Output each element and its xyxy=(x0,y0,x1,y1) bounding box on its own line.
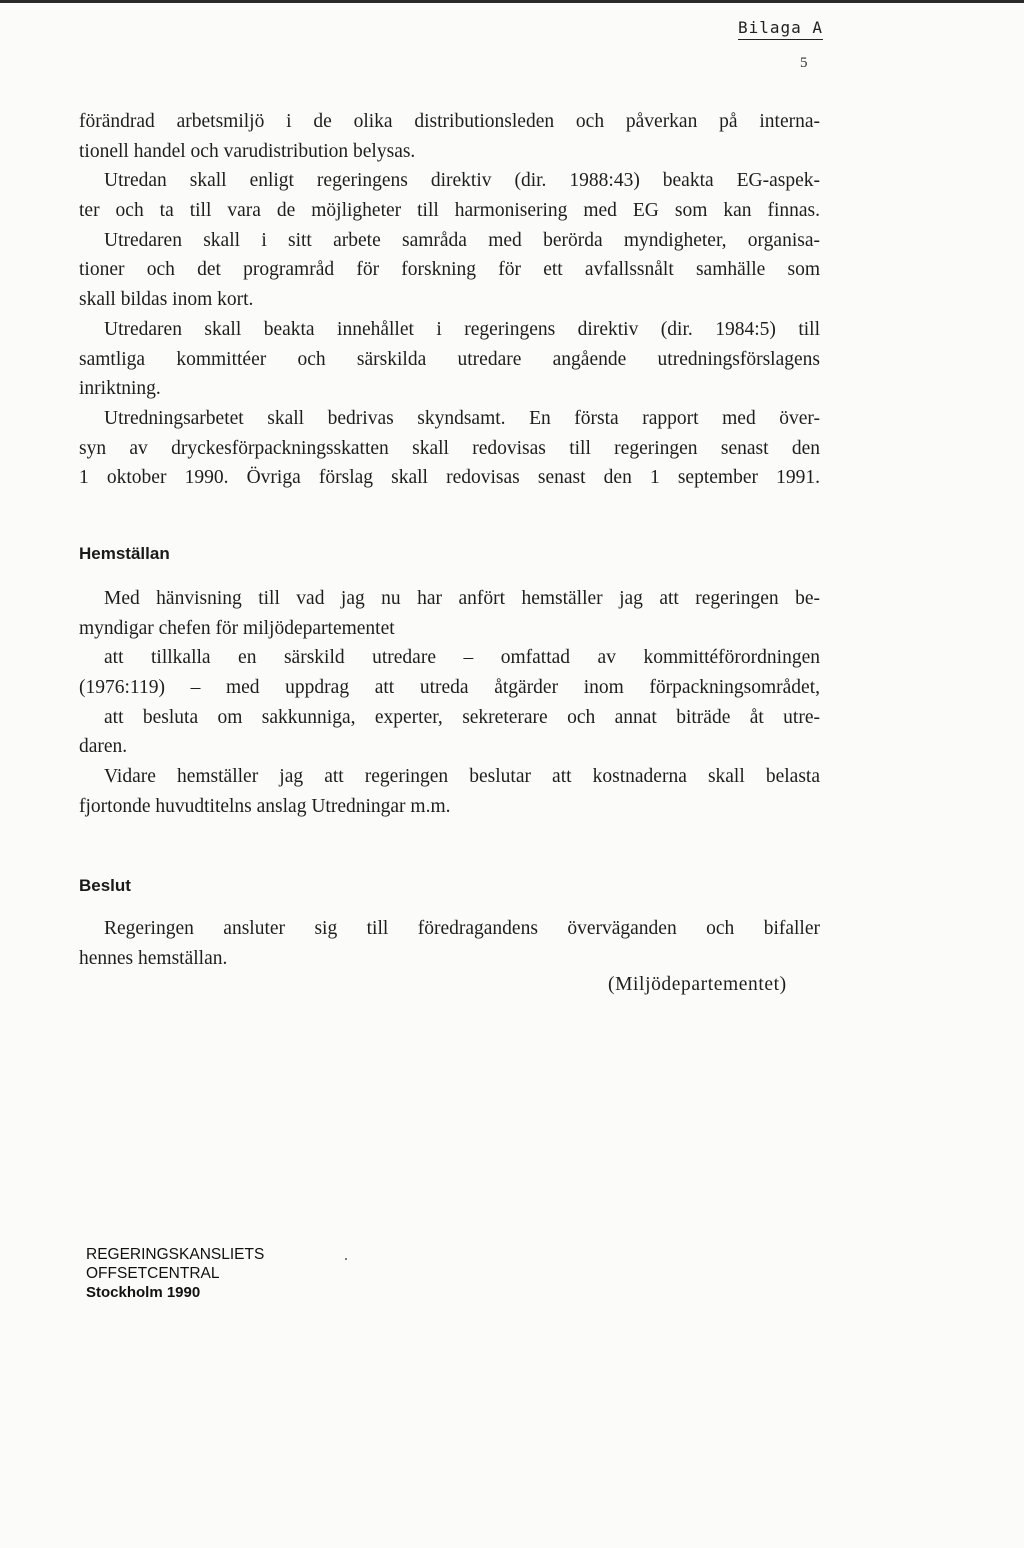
hemstallan-text xyxy=(79,584,820,822)
body-line: hennes hemställan. xyxy=(79,947,228,969)
body-line: Med hänvisning till vad jag nu har anfört hemställer jag att regeringen be- xyxy=(104,588,820,609)
body-line: ter och ta till vara de möjligheter till harmonisering med EG som kan finnas. xyxy=(79,200,820,222)
body-line: Utredningsarbetet skall bedrivas skyndsamt. En första rapport med över- xyxy=(104,407,820,429)
body-line: tionell handel och varudistribution belysas. xyxy=(79,140,416,162)
body-line: att tillkalla en särskild utredare – omfattad av kommittéförordningen xyxy=(104,647,820,669)
body-line: förändrad arbetsmiljö i de olika distributionsleden och påverkan på interna- xyxy=(79,111,820,132)
printer-imprint xyxy=(86,1245,264,1302)
imprint-line-3: Stockholm 1990 xyxy=(86,1284,201,1301)
body-line: tioner och det programråd för forskning för ett avfallssnålt samhälle som xyxy=(79,259,820,281)
body-line: (1976:119) – med uppdrag att utreda åtgärder inom förpackningsområdet, xyxy=(79,677,820,699)
beslut-text xyxy=(79,914,820,973)
body-line: Regeringen ansluter sig till föredragandens överväganden och bifaller xyxy=(104,918,820,939)
body-line: daren. xyxy=(79,736,128,758)
body-line: fjortonde huvudtitelns anslag Utredningar m.m. xyxy=(79,795,451,817)
body-line: 1 oktober 1990. Övriga förslag skall redovisas senast den 1 september 1991. xyxy=(79,467,820,489)
imprint-line-1: REGERINGSKANSLIETS xyxy=(86,1246,265,1263)
body-line: myndigar chefen för miljödepartementet xyxy=(79,617,395,639)
body-line: skall bildas inom kort. xyxy=(79,289,254,311)
imprint-line-2: OFFSETCENTRAL xyxy=(86,1265,220,1282)
page-number: 5 xyxy=(800,55,808,71)
body-line: Utredaren skall beakta innehållet i regeringens direktiv (dir. 1984:5) till xyxy=(104,318,820,340)
body-text xyxy=(79,107,820,493)
body-line: Utredan skall enligt regeringens direktiv (dir. 1988:43) beakta EG-aspek- xyxy=(104,170,820,192)
body-line: syn av dryckesförpackningsskatten skall redovisas till regeringen senast den xyxy=(79,437,820,459)
appendix-label: Bilaga A xyxy=(738,18,823,40)
body-line: Utredaren skall i sitt arbete samråda med berörda myndigheter, organisa- xyxy=(104,229,820,251)
body-line: inriktning. xyxy=(79,378,161,400)
department-signature: (Miljödepartementet) xyxy=(608,974,787,995)
section-heading-hemstallan: Hemställan xyxy=(79,544,170,563)
body-line: samtliga kommittéer och särskilda utredare angående utredningsförslagens xyxy=(79,348,820,370)
section-heading-beslut: Beslut xyxy=(79,876,131,895)
page-top-edge xyxy=(0,0,1024,3)
print-speck xyxy=(345,1258,347,1260)
body-line: Vidare hemställer jag att regeringen beslutar att kostnaderna skall belasta xyxy=(104,766,820,788)
body-line: att besluta om sakkunniga, experter, sekreterare och annat biträde åt utre- xyxy=(104,706,820,728)
